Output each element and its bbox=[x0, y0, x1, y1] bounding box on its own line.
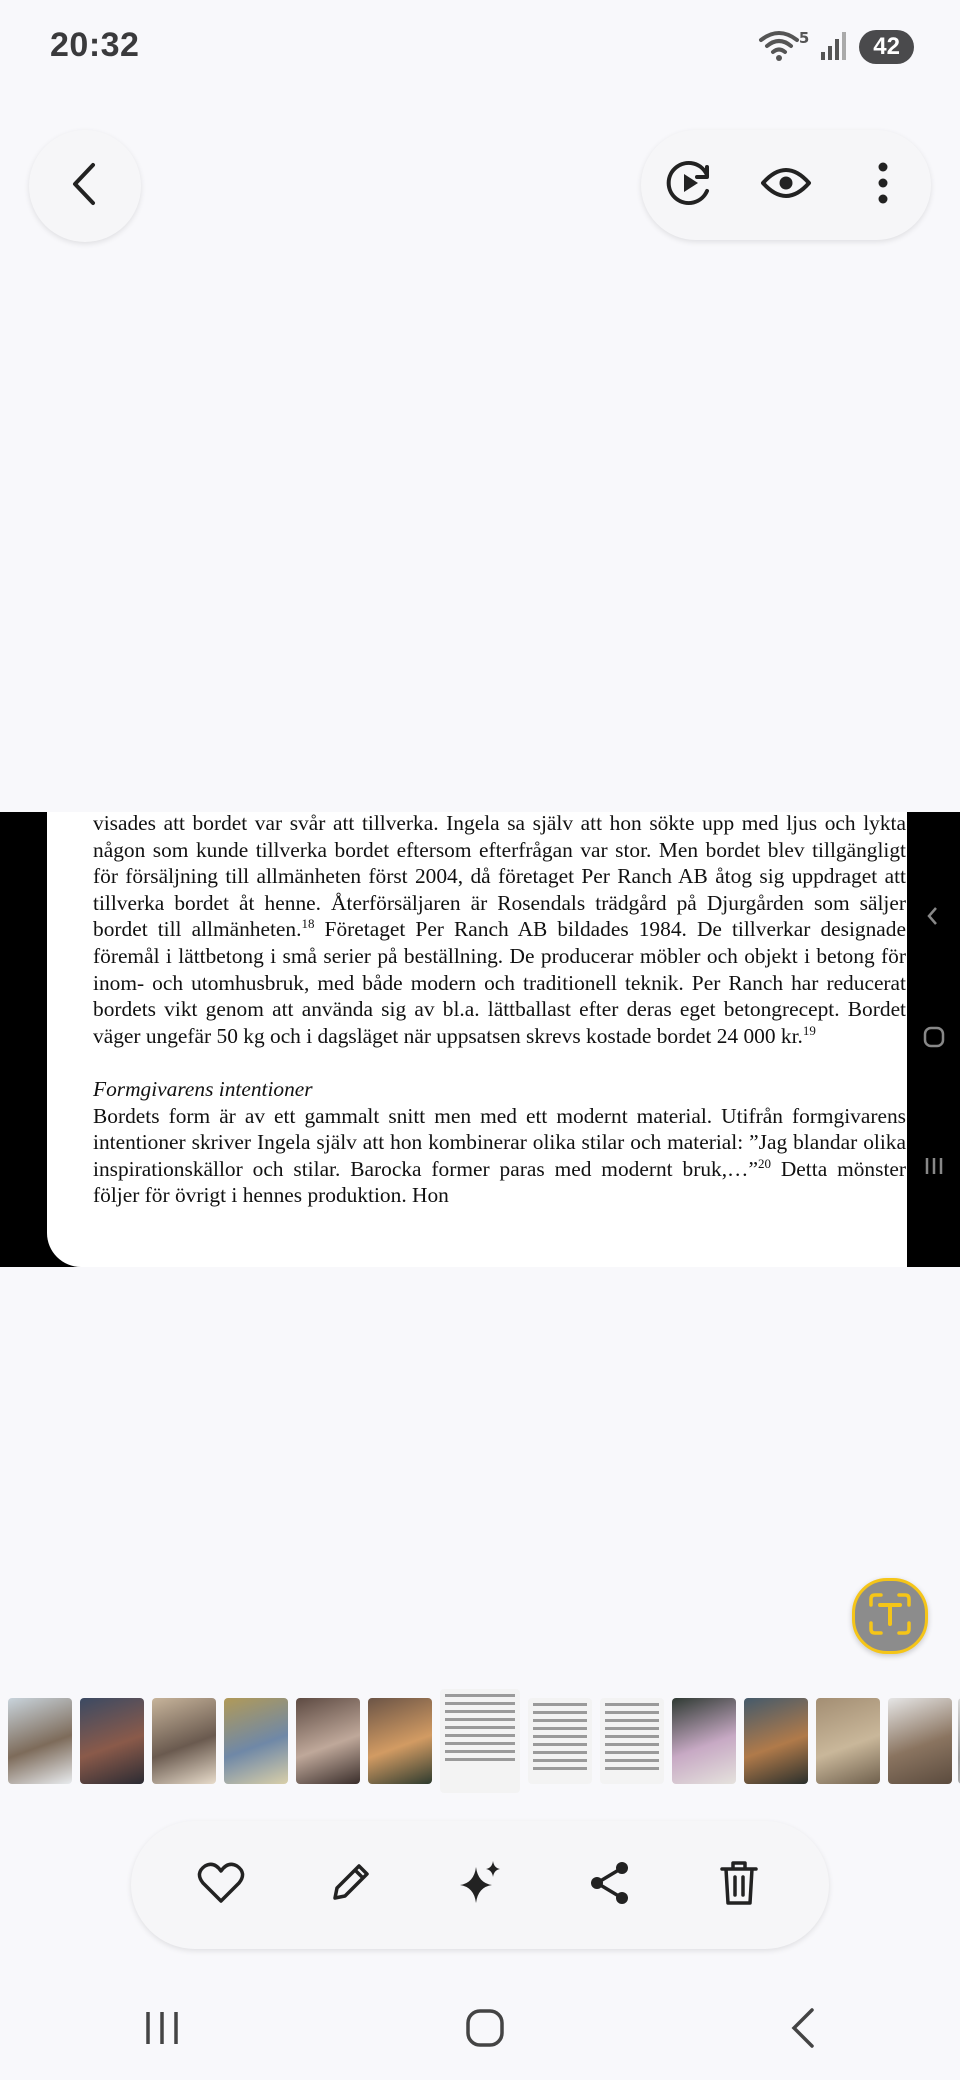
section-heading: Formgivarens intentioner bbox=[93, 1076, 313, 1101]
paragraph-2 bbox=[93, 1103, 906, 1209]
paragraph-1-part-a: visades att bordet var svår att tillverka. Ingela sa själv att hon sökte upp med ljus och lykta någon som kunde tillverka bordet eftersom efterfrågan var stor. Men bordet blev tillgängligt för försäljning till allmänheten först 2004, då företaget Per Ranch AB åtog sig uppdraget att tillverka bordet åt henne. Återförsäljaren är Rosendals trädgård på Djurgården som säljer bordet till allmänheten. bbox=[93, 812, 906, 942]
status-time: 20:32 bbox=[50, 26, 140, 64]
thumb-text-line bbox=[605, 1759, 659, 1762]
thumb-text-line bbox=[533, 1719, 587, 1722]
captured-back-icon bbox=[923, 904, 943, 932]
captured-recents-icon bbox=[923, 1156, 945, 1180]
captured-home-icon bbox=[923, 1026, 945, 1052]
home-button[interactable] bbox=[465, 2008, 505, 2052]
recents-button[interactable] bbox=[142, 2010, 182, 2050]
paragraph-2-part-b: Detta mönster följer för övrigt i hennes produktion. Hon bbox=[93, 1156, 907, 1208]
thumb-flowers-stone[interactable] bbox=[672, 1698, 736, 1784]
thumb-person-snow[interactable] bbox=[8, 1698, 72, 1784]
more-options-button[interactable] bbox=[843, 145, 923, 225]
thumb-text-line bbox=[605, 1727, 659, 1730]
thumb-stone-texture[interactable] bbox=[816, 1698, 880, 1784]
thumb-text-line bbox=[445, 1734, 515, 1737]
paragraph-2-part-a: Bordets form är av ett gammalt snitt men med ett modernt material. Utifrån formgivarens intentioner skriver Ingela själv att hon kombinerar olika stilar och material: ”Jag blandar olika inspirationskällor och stilar. Barocka former paras med modernt bruk,…” bbox=[93, 1103, 906, 1181]
wifi-badge: 5 bbox=[798, 29, 810, 47]
footnote-18: 18 bbox=[301, 916, 315, 932]
nav-back-button[interactable] bbox=[788, 2007, 818, 2053]
ai-edit-button[interactable] bbox=[440, 1845, 520, 1925]
chevron-left-icon bbox=[65, 159, 105, 213]
thumb-text-line bbox=[533, 1759, 587, 1762]
paragraph-1-part-b: Företaget Per Ranch AB bildades 1984. De tillverkar designade föremål i lättbetong i små serier på beställning. De producerar möbler och objekt i betong för inom- och utomhusbruk, med både modern och traditionell teknik. Per Ranch har reducerat bordets vikt genom att använda sig av bl.a. lättballast efter deras eget betongrecept. Bordet väger ungefär 50 kg och i dagsläget när uppsatsen skrevs kostade bordet 24 000 kr. bbox=[93, 917, 906, 1048]
thumb-candle-garden[interactable] bbox=[744, 1698, 808, 1784]
share-icon bbox=[588, 1860, 632, 1910]
motion-play-button[interactable] bbox=[649, 145, 729, 225]
view-button[interactable] bbox=[746, 145, 826, 225]
thumb-text-line bbox=[445, 1750, 515, 1753]
captured-nav-bar bbox=[907, 812, 960, 1267]
top-actions bbox=[641, 130, 931, 240]
thumb-text-line bbox=[605, 1703, 659, 1706]
thumb-text-line bbox=[445, 1694, 515, 1697]
thumb-text-line bbox=[533, 1711, 587, 1714]
wifi-icon bbox=[757, 28, 803, 66]
thumb-text-line bbox=[533, 1735, 587, 1738]
thumb-text-line bbox=[605, 1711, 659, 1714]
edit-button[interactable] bbox=[310, 1845, 390, 1925]
thumb-text-line bbox=[605, 1751, 659, 1754]
thumb-text-line bbox=[445, 1710, 515, 1713]
system-nav-bar bbox=[0, 1980, 960, 2080]
thumb-text-line bbox=[445, 1742, 515, 1745]
status-icons bbox=[757, 28, 914, 66]
battery-indicator: 42 bbox=[859, 30, 914, 64]
motion-play-icon bbox=[663, 157, 715, 213]
ai-sparkle-icon bbox=[456, 1859, 504, 1911]
thumb-text-line bbox=[605, 1719, 659, 1722]
thumb-man-outdoors[interactable] bbox=[224, 1698, 288, 1784]
document-image[interactable] bbox=[0, 812, 960, 1267]
thumb-people-table[interactable] bbox=[152, 1698, 216, 1784]
delete-button[interactable] bbox=[699, 1845, 779, 1925]
favorite-button[interactable] bbox=[181, 1845, 261, 1925]
thumb-pets[interactable] bbox=[296, 1698, 360, 1784]
thumb-text-line bbox=[605, 1735, 659, 1738]
more-vertical-icon bbox=[877, 161, 889, 209]
footnote-20: 20 bbox=[757, 1155, 771, 1171]
thumb-text-line bbox=[445, 1758, 515, 1761]
thumb-text-line bbox=[445, 1718, 515, 1721]
eye-icon bbox=[760, 165, 812, 205]
thumb-text-line bbox=[605, 1743, 659, 1746]
thumb-lake-group[interactable] bbox=[80, 1698, 144, 1784]
edit-pencil-icon bbox=[327, 1860, 373, 1910]
delete-trash-icon bbox=[719, 1859, 759, 1911]
bottom-action-bar bbox=[131, 1821, 829, 1949]
extract-text-button[interactable] bbox=[852, 1578, 928, 1654]
paragraph-1 bbox=[93, 812, 906, 1049]
footnote-19: 19 bbox=[802, 1022, 816, 1038]
thumb-document-3[interactable] bbox=[600, 1698, 664, 1784]
thumb-text-line bbox=[533, 1727, 587, 1730]
text-scan-icon bbox=[867, 1591, 913, 1641]
share-button[interactable] bbox=[570, 1845, 650, 1925]
thumb-text-line bbox=[533, 1743, 587, 1746]
thumb-text-line bbox=[605, 1767, 659, 1770]
thumb-document-active[interactable] bbox=[440, 1689, 520, 1793]
thumbnail-strip[interactable] bbox=[0, 1697, 960, 1785]
status-bar bbox=[0, 0, 960, 96]
thumb-text-line bbox=[533, 1767, 587, 1770]
thumb-sculpture[interactable] bbox=[888, 1698, 952, 1784]
document-text bbox=[93, 812, 906, 1209]
signal-icon bbox=[819, 30, 849, 64]
back-button[interactable] bbox=[29, 130, 141, 242]
thumb-document-2[interactable] bbox=[528, 1698, 592, 1784]
thumb-text-line bbox=[445, 1726, 515, 1729]
document-page bbox=[47, 812, 907, 1267]
thumb-dinner[interactable] bbox=[368, 1698, 432, 1784]
thumb-text-line bbox=[533, 1703, 587, 1706]
thumb-text-line bbox=[445, 1702, 515, 1705]
favorite-heart-icon bbox=[197, 1861, 245, 1909]
thumb-text-line bbox=[533, 1751, 587, 1754]
